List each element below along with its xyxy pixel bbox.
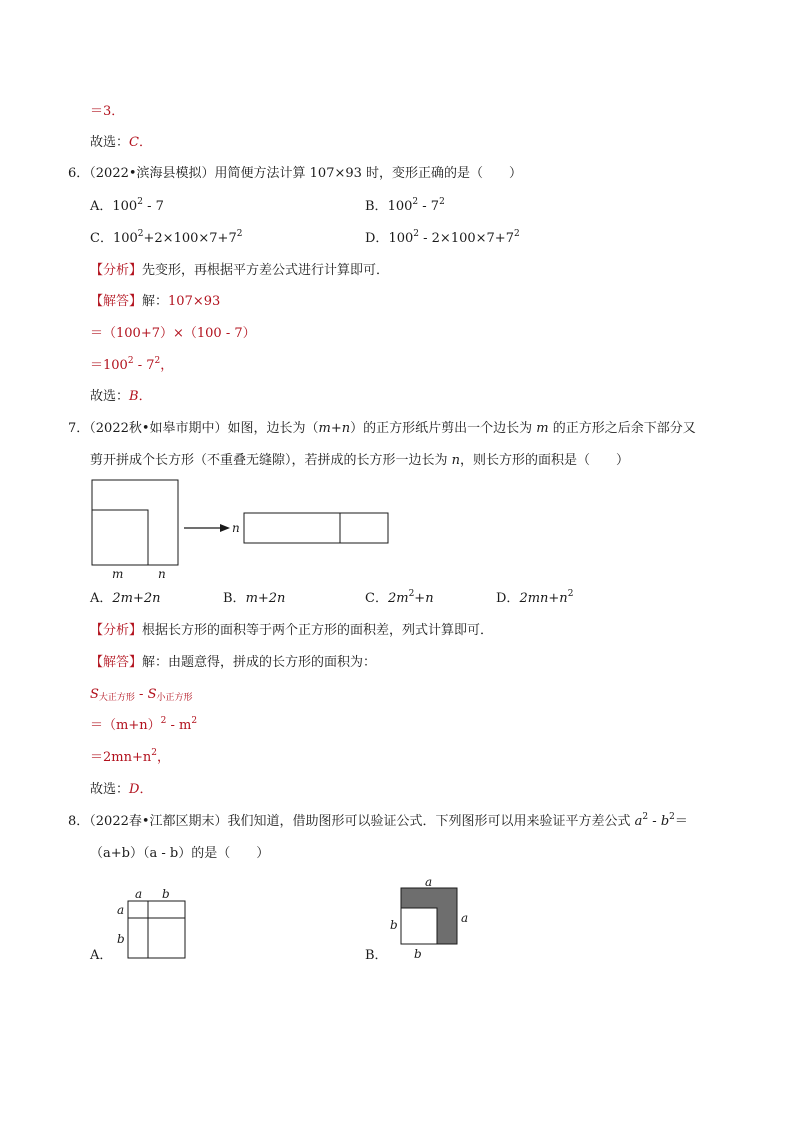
q6-stem: 6．（2022•滨海县模拟）用简便方法计算 107×93 时，变形正确的是（ ） [68,166,523,181]
q6-option-c: C．$100^2+2\times 100\times 7+7^2$ [90,229,243,246]
q6-option-a: A．$100^2 - 7$ [90,197,164,214]
q8-a-label-b-top: b [162,887,170,901]
q7-label-side-n: n [232,521,240,535]
q7-analysis: 【分析】根据长方形的面积等于两个正方形的面积差，列式计算即可． [90,623,494,638]
q7-step-2: $=2mn+n^2$， [90,748,170,765]
choice-line: 故选：C． [90,135,152,150]
q6-option-b: B．$100^2 - 7^2$ [365,197,445,214]
q8-b-inner-square [401,908,437,944]
q7-answer: 【解答】解：由题意得，拼成的长方形的面积为： [90,655,377,670]
q6-step-1: ＝（100+7）×（100 - 7） [90,326,256,341]
q6-analysis: 【分析】先变形，再根据平方差公式进行计算即可． [90,263,390,278]
q7-option-c: C．$2m^2+n$ [365,589,434,606]
result-line: ＝3． [90,104,125,119]
q8-b-label-a-right: a [461,911,469,925]
q8-stem-line-1: 8．（2022春•江都区期末）我们知道，借助图形可以验证公式．下列图形可以用来验证平方差公式 $a^2 - b^2=$ [68,812,688,829]
q8-a-label-a-left: a [117,903,125,917]
q7-area-expression: $S_{大正方形} - S_{小正方形}$ [90,687,193,703]
q6-option-d: D．$100^2 - 2\times 100\times 7+7^2$ [365,229,520,246]
q7-stem-line-2: 剪开拼成个长方形（不重叠无缝隙），若拼成的长方形一边长为 n，则长方形的面积是（ ） [90,453,630,468]
q8-a-label-b-left: b [117,932,125,946]
q8-b-label-a-top: a [425,875,433,889]
q8-figure-a-label: A． [90,948,113,963]
q6-answer: 【解答】解：107×93 [90,294,221,309]
q8-b-label-b-bottom: b [414,947,422,961]
q7-label-m: m [112,567,124,581]
q7-label-n: n [158,567,166,581]
q7-choice: 故选：D． [90,782,153,797]
q8-a-label-a-top: a [135,887,143,901]
q7-option-d: D．$2mn+n^2$ [496,589,574,606]
q7-step-1: $=(m+n)^2 - m^2$ [90,716,198,733]
q7-stem-line-1: 7．（2022秋•如皋市期中）如图，边长为（m+n）的正方形纸片剪出一个边长为 m 的正方形之后余下部分又 [68,421,696,436]
q7-option-a: A．2m+2n [90,591,161,606]
q8-a-outer-square [128,901,185,958]
q8-b-label-b-left: b [390,918,398,932]
q6-step-2: $=100^2 - 7^2$， [90,356,174,373]
q6-choice: 故选：B． [90,389,152,404]
q8-figure-b-label: B． [365,948,388,963]
q7-option-b: B．m+2n [223,591,286,606]
q8-stem-line-2: （a+b）（a - b）的是（ ） [90,846,270,861]
